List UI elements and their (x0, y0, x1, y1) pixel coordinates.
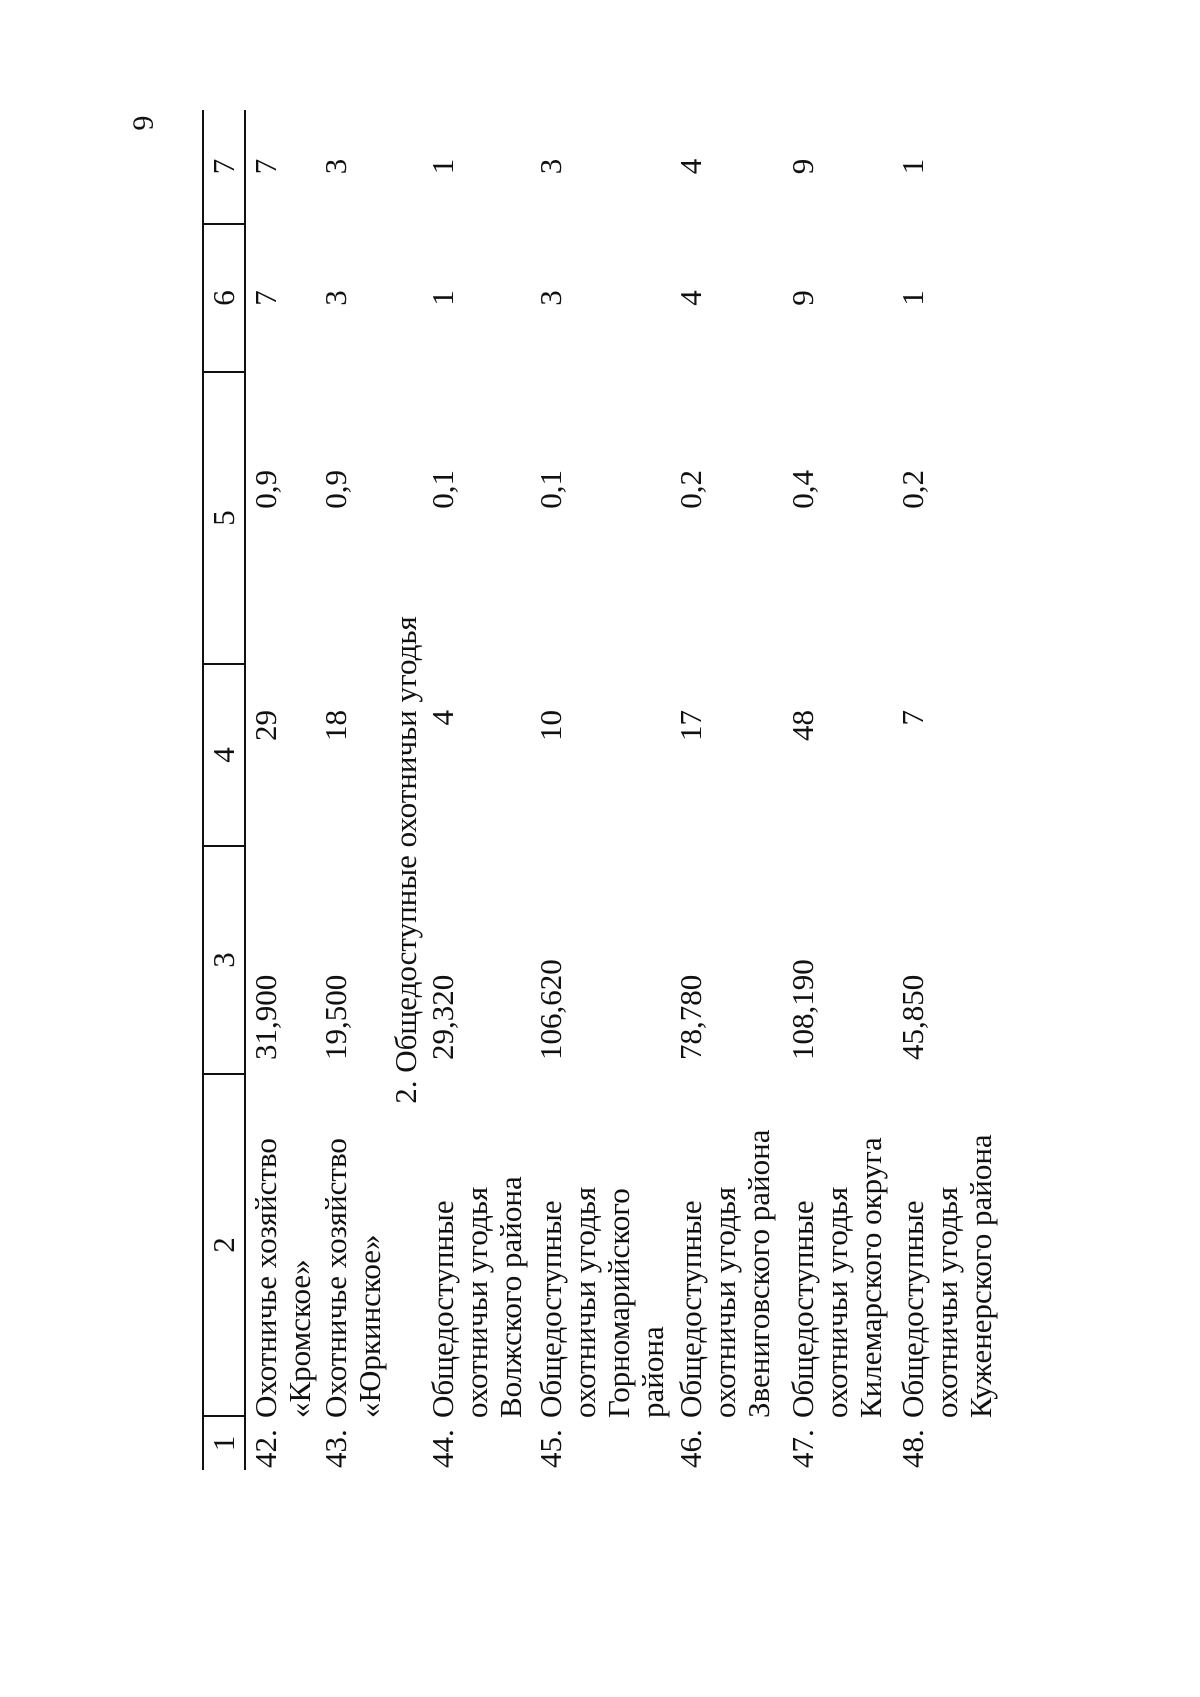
header-col-7: 7 (206, 158, 241, 175)
cell-col-7: 3 (533, 158, 568, 175)
row-name-line: Общедоступные (425, 1200, 460, 1418)
row-name (534, 1078, 670, 1418)
cell-col-4: 48 (785, 710, 820, 741)
header-col-1: 1 (206, 1435, 241, 1452)
cell-col-7: 1 (425, 158, 460, 175)
cell-col-7: 7 (248, 158, 283, 175)
row-name (249, 1078, 317, 1418)
cell-col-7: 3 (318, 158, 353, 175)
cell-col-5: 0,1 (533, 470, 568, 509)
cell-col-5: 0,9 (318, 470, 353, 509)
header-col-5: 5 (206, 510, 241, 526)
row-number: 44. (425, 1429, 460, 1468)
cell-col-4: 10 (533, 710, 568, 741)
cell-col-4: 4 (425, 710, 460, 726)
cell-col-7: 9 (785, 158, 820, 175)
row-name-line: «Юркинское» (352, 1234, 387, 1418)
cell-col-3: 45,850 (895, 974, 930, 1060)
cell-col-6: 3 (318, 290, 353, 306)
table-top-rule (202, 110, 204, 1470)
row-name-line: охотничьи угодья (819, 1186, 854, 1418)
cell-col-5: 0,4 (785, 470, 820, 509)
row-number: 47. (785, 1429, 820, 1468)
row-number: 45. (533, 1429, 568, 1468)
row-name-line: Куженерского района (963, 1134, 998, 1418)
cell-col-3: 106,620 (533, 959, 568, 1060)
cell-col-4: 29 (248, 710, 283, 741)
row-name-line: Общедоступные (895, 1200, 930, 1418)
row-name-line: «Кромское» (282, 1259, 317, 1418)
cell-col-6: 1 (425, 290, 460, 306)
row-number: 48. (895, 1429, 930, 1468)
header-col-4: 4 (206, 747, 241, 763)
row-name-line: Горномарийского (601, 1188, 636, 1418)
cell-col-4: 18 (318, 710, 353, 741)
cell-col-3: 29,320 (425, 974, 460, 1060)
cell-col-4: 7 (895, 710, 930, 726)
row-name-line: Общедоступные (533, 1200, 568, 1418)
section-title: 2. Общедоступные охотничьи угодья (388, 616, 423, 1104)
header-col-2: 2 (206, 1237, 241, 1253)
row-name-line: охотничьи угодья (707, 1186, 742, 1418)
cell-col-5: 0,2 (673, 470, 708, 509)
row-number: 43. (318, 1429, 353, 1468)
row-name-line: охотничьи угодья (567, 1186, 602, 1418)
row-name (426, 1078, 528, 1418)
cell-col-3: 31,900 (248, 974, 283, 1060)
cell-col-5: 0,9 (248, 470, 283, 509)
cell-col-6: 1 (895, 290, 930, 306)
cell-col-7: 4 (673, 158, 708, 175)
row-name-line: района (635, 1326, 670, 1418)
row-name-line: Общедоступные (673, 1200, 708, 1418)
hunting-grounds-table (199, 110, 1200, 1470)
row-number: 46. (673, 1429, 708, 1468)
row-number: 42. (248, 1429, 283, 1468)
cell-col-5: 0,1 (425, 470, 460, 509)
row-name (319, 1078, 387, 1418)
cell-col-6: 9 (785, 290, 820, 306)
row-name-line: Килемарского округа (853, 1137, 888, 1418)
cell-col-6: 3 (533, 290, 568, 306)
cell-col-6: 4 (673, 290, 708, 306)
row-name-line: охотничьи угодья (929, 1186, 964, 1418)
row-name-line: Охотничье хозяйство (318, 1138, 353, 1418)
row-name-line: Волжского района (493, 1176, 528, 1418)
header-col-3: 3 (206, 952, 241, 968)
header-bottom-rule (244, 110, 246, 1470)
page-number: 6 (126, 115, 160, 131)
row-name (674, 1078, 776, 1418)
cell-col-7: 1 (895, 158, 930, 175)
row-name-line: охотничьи угодья (459, 1186, 494, 1418)
header-col-6: 6 (206, 290, 241, 306)
cell-col-6: 7 (248, 290, 283, 306)
cell-col-5: 0,2 (895, 470, 930, 509)
cell-col-3: 78,780 (673, 974, 708, 1060)
row-name (896, 1078, 998, 1418)
row-name-line: Охотничье хозяйство (248, 1138, 283, 1418)
row-name (786, 1078, 888, 1418)
row-name-line: Общедоступные (785, 1200, 820, 1418)
cell-col-4: 17 (673, 710, 708, 741)
row-name-line: Звениговского района (741, 1129, 776, 1418)
cell-col-3: 19,500 (318, 974, 353, 1060)
cell-col-3: 108,190 (785, 959, 820, 1060)
